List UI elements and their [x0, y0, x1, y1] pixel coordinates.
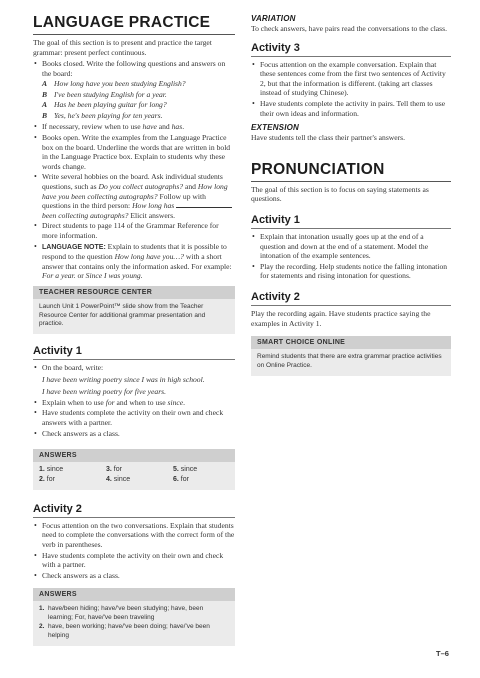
- pronunciation-activity-2-body: Play the recording again. Have students practice saying the examples in Activity 1.: [251, 308, 431, 328]
- activity-3-heading: Activity 3: [251, 42, 451, 57]
- box-body: [33, 462, 235, 490]
- list-item: • Direct students to page 114 of the Grammar Reference for more information.: [33, 221, 235, 240]
- language-note-label: LANGUAGE NOTE:: [42, 243, 106, 251]
- list-item: • Have students complete the activity on their own and check answers with a partner.: [33, 408, 235, 427]
- variation-body: To check answers, have pairs read the conversations to the class.: [251, 24, 447, 33]
- answer-list: [39, 605, 229, 640]
- example-conversation: [33, 79, 235, 121]
- list-item: • Have students complete the activity in pairs. Tell them to use their own ideas and information.: [251, 99, 451, 118]
- box-heading: ANSWERS: [33, 449, 235, 462]
- box-heading: SMART CHOICE ONLINE: [251, 336, 451, 349]
- page-number: T–6: [436, 649, 449, 658]
- list-item: • LANGUAGE NOTE: Explain to students that it is possible to respond to the question How long have you…? with a short answer that contains only the information asked. For example: For a year. or Since I was young.: [33, 242, 235, 281]
- box-body: Launch Unit 1 PowerPoint™ slide show from the Teacher Resource Center for additional grammar presentation and practice.: [39, 302, 206, 328]
- example-sentence: I have been writing poetry for five years.: [42, 386, 166, 396]
- teacher-resource-center-box: [33, 286, 235, 334]
- answers-box-activity-1: [33, 449, 235, 490]
- extension-body: Have students tell the class their partner's answers.: [251, 133, 406, 143]
- answer-item: 6. for: [173, 476, 189, 484]
- list-item: • Books open. Write the examples from the Language Practice box on the board. Underline the words that are written in bold in the Language Practice box. Explain to students why these words change.: [33, 133, 235, 171]
- smart-choice-online-box: [251, 336, 451, 376]
- list-item: • Focus attention on the example conversation. Explain that these sentences come from the first two sentences of Activity 2, but that the information is different. (taking art classes instead of studying Chinese).: [251, 60, 451, 98]
- answer-item: 2. for: [39, 476, 55, 484]
- list-item: • Play the recording. Help students notice the falling intonation for statements and rising intonation for questions.: [251, 262, 451, 281]
- right-column: [251, 14, 451, 376]
- section-title-pronunciation: PRONUNCIATION: [251, 160, 385, 178]
- list-item: [33, 59, 235, 121]
- answer-item: 1. have/been hiding; have/'ve been studying; have, been learning; For, have/'ve been traveling: [39, 605, 204, 622]
- activity-1-list: [33, 363, 235, 438]
- answer-grid: [39, 466, 229, 485]
- box-heading: TEACHER RESOURCE CENTER: [33, 286, 235, 299]
- answer-item: 3. for: [106, 466, 122, 474]
- variation-heading: VARIATION: [251, 14, 296, 23]
- list-item: • Have students complete the activity on their own and check with a partner.: [33, 551, 235, 570]
- bullet-text: Books closed. Write the following questions and answers on the board:: [42, 59, 226, 78]
- conversation-line: A Has he been playing guitar for long?: [42, 100, 167, 110]
- answer-item: 5. since: [173, 466, 198, 474]
- pronunciation-activity-1-heading: Activity 1: [251, 214, 451, 229]
- activity-2-list: [33, 521, 235, 581]
- list-item: • If necessary, review when to use have and has.: [33, 122, 235, 132]
- pronunciation-intro: The goal of this section is to focus on saying statements as questions.: [251, 184, 429, 204]
- conversation-line: A How long have you been studying English?: [42, 79, 186, 89]
- pronunciation-activity-1-list: [251, 232, 451, 281]
- answer-item: 2. have, been working; have/'ve been doing; have/'ve been helping: [39, 622, 210, 639]
- box-body: [33, 601, 235, 645]
- list-item: • Explain when to use for and when to use since.: [33, 398, 235, 408]
- example-sentence: I have been writing poetry since I was in high school.: [42, 374, 205, 384]
- answers-box-activity-2: [33, 588, 235, 645]
- title-rule: [251, 179, 451, 182]
- left-column: [33, 14, 235, 646]
- extension-heading: EXTENSION: [251, 123, 300, 133]
- conversation-line: B Yes, he's been playing for ten years.: [42, 110, 163, 120]
- box-heading: ANSWERS: [33, 588, 235, 601]
- list-item: • Focus attention on the two conversations. Explain that students need to complete the conversations with the correct form of the verb in parentheses.: [33, 521, 235, 550]
- language-practice-list: [33, 59, 235, 281]
- list-item: • Write several hobbies on the board. Ask individual students questions, such as Do you collect autographs? and How long have you been collecting autographs? Follow up with questions in the third person: How long has been collecting autographs? Elicit answers.: [33, 172, 235, 220]
- list-item: • On the board, write: I have been writing poetry since I was in high school. I have been writing poetry for five years.: [33, 363, 235, 397]
- box-body: Remind students that there are extra grammar practice activities on Online Practice.: [257, 353, 442, 369]
- title-rule: [33, 32, 235, 35]
- list-item: • Check answers as a class.: [33, 571, 235, 581]
- answer-item: 1. since: [39, 466, 64, 474]
- activity-2-heading: Activity 2: [33, 503, 235, 518]
- activity-1-heading: Activity 1: [33, 345, 235, 360]
- list-item: • Check answers as a class.: [33, 429, 235, 439]
- conversation-line: B I've been studying English for a year.: [42, 89, 167, 99]
- answer-item: 4. since: [106, 476, 131, 484]
- activity-3-list: [251, 60, 451, 119]
- fill-in-blank: [176, 202, 232, 208]
- section-title-language-practice: LANGUAGE PRACTICE: [33, 14, 211, 31]
- language-practice-intro: The goal of this section is to present and practice the target grammar: present perfect continuous.: [33, 38, 212, 57]
- pronunciation-activity-2-heading: Activity 2: [251, 291, 451, 306]
- list-item: • Explain that intonation usually goes up at the end of a question and down at the end of a statement. Model the intonation of the example sentences.: [251, 232, 451, 261]
